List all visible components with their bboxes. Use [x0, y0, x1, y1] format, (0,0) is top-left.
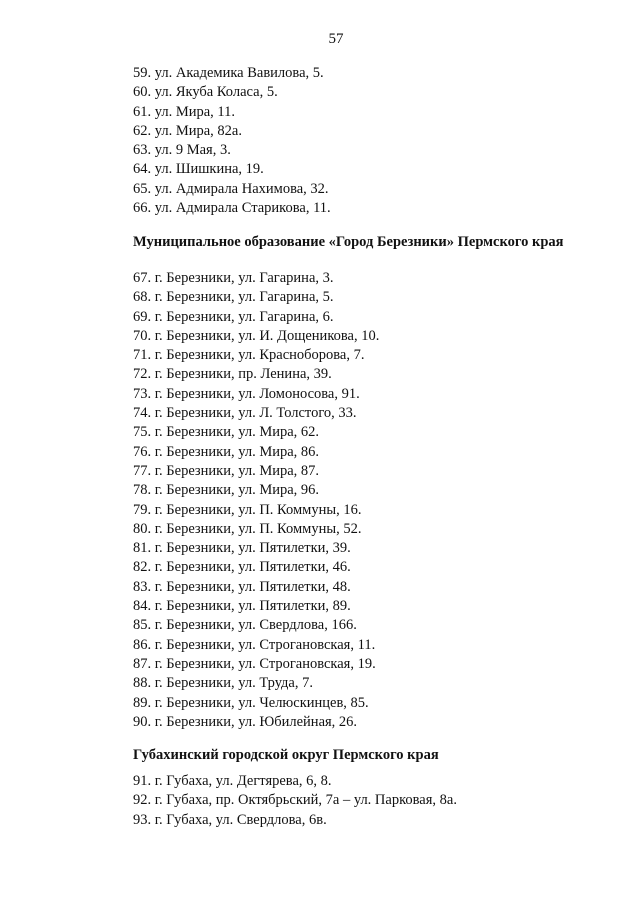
list-item: 86. г. Березники, ул. Строгановская, 11. [133, 636, 376, 653]
list-item: 93. г. Губаха, ул. Свердлова, 6в. [133, 811, 327, 828]
list-item: 79. г. Березники, ул. П. Коммуны, 16. [133, 501, 362, 518]
list-item: 59. ул. Академика Вавилова, 5. [133, 65, 324, 81]
list-item: 72. г. Березники, пр. Ленина, 39. [133, 366, 332, 383]
list-item: 84. г. Березники, ул. Пятилетки, 89. [133, 598, 351, 615]
list-item: 78. г. Березники, ул. Мира, 96. [133, 482, 320, 499]
list-item: 77. г. Березники, ул. Мира, 87. [133, 462, 320, 479]
list-item: 92. г. Губаха, пр. Октябрьский, 7а – ул. Парковая, 8а. [133, 792, 457, 809]
section-heading-berezniki: Муниципальное образование «Город Березники» Пермского края [133, 234, 564, 250]
list-item: 75. г. Березники, ул. Мира, 62. [133, 424, 320, 441]
list-item: 60. ул. Якуба Коласа, 5. [133, 84, 278, 101]
list-item: 67. г. Березники, ул. Гагарина, 3. [133, 270, 334, 286]
list-item: 90. г. Березники, ул. Юбилейная, 26. [133, 713, 358, 730]
list-item: 87. г. Березники, ул. Строгановская, 19. [133, 655, 376, 672]
page-number: 57 [328, 31, 344, 47]
list-item: 71. г. Березники, ул. Красноборова, 7. [133, 347, 365, 364]
list-item: 68. г. Березники, ул. Гагарина, 5. [133, 289, 334, 306]
list-item: 65. ул. Адмирала Нахимова, 32. [133, 180, 329, 197]
list-item: 69. г. Березники, ул. Гагарина, 6. [133, 308, 334, 325]
list-item: 76. г. Березники, ул. Мира, 86. [133, 443, 320, 460]
list-item: 74. г. Березники, ул. Л. Толстого, 33. [133, 405, 357, 422]
address-list-gubakha [133, 772, 457, 830]
section-heading-gubakha: Губахинский городской округ Пермского края [133, 747, 439, 763]
list-item: 89. г. Березники, ул. Челюскинцев, 85. [133, 694, 369, 711]
list-item: 63. ул. 9 Мая, 3. [133, 142, 231, 159]
list-item: 66. ул. Адмирала Старикова, 11. [133, 200, 331, 217]
address-list [133, 64, 331, 218]
list-item: 88. г. Березники, ул. Труда, 7. [133, 675, 313, 692]
list-item: 73. г. Березники, ул. Ломоносова, 91. [133, 385, 360, 402]
list-item: 81. г. Березники, ул. Пятилетки, 39. [133, 540, 351, 557]
list-item: 62. ул. Мира, 82а. [133, 122, 242, 139]
list-item: 80. г. Березники, ул. П. Коммуны, 52. [133, 520, 362, 537]
list-item: 70. г. Березники, ул. И. Дощеникова, 10. [133, 327, 380, 344]
list-item: 85. г. Березники, ул. Свердлова, 166. [133, 617, 357, 634]
list-item: 91. г. Губаха, ул. Дегтярева, 6, 8. [133, 773, 332, 789]
list-item: 64. ул. Шишкина, 19. [133, 161, 264, 178]
list-item: 61. ул. Мира, 11. [133, 103, 236, 120]
list-item: 83. г. Березники, ул. Пятилетки, 48. [133, 578, 351, 595]
address-list-berezniki [133, 269, 379, 732]
list-item: 82. г. Березники, ул. Пятилетки, 46. [133, 559, 351, 576]
